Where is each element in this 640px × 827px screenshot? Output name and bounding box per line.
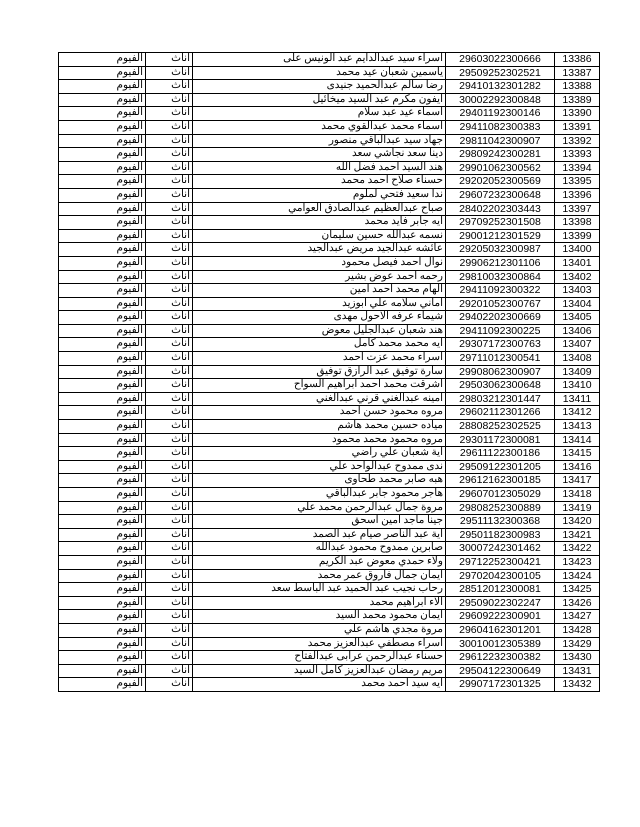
serial-number-cell: 13409 bbox=[555, 365, 600, 379]
gender-cell: اناث bbox=[146, 188, 193, 202]
national-id-cell: 29709252301508 bbox=[446, 216, 555, 230]
table-row bbox=[59, 583, 600, 597]
name-cell: امينه عبدالغني قرني عبدالغني bbox=[193, 392, 446, 406]
table-row bbox=[59, 175, 600, 189]
national-id-cell: 29811042300907 bbox=[446, 134, 555, 148]
gender-cell: اناث bbox=[146, 583, 193, 597]
table-row bbox=[59, 474, 600, 488]
name-cell: رحمه احمد عوض بشير bbox=[193, 270, 446, 284]
records-table bbox=[58, 52, 600, 692]
national-id-cell: 30010012305389 bbox=[446, 637, 555, 651]
table-row bbox=[59, 284, 600, 298]
governorate-cell: الفيوم bbox=[59, 120, 146, 134]
gender-cell: اناث bbox=[146, 460, 193, 474]
table-row bbox=[59, 651, 600, 665]
gender-cell: اناث bbox=[146, 270, 193, 284]
governorate-cell: الفيوم bbox=[59, 93, 146, 107]
table-row bbox=[59, 488, 600, 502]
serial-number-cell: 13432 bbox=[555, 678, 600, 692]
table-row bbox=[59, 623, 600, 637]
gender-cell: اناث bbox=[146, 202, 193, 216]
governorate-cell: الفيوم bbox=[59, 651, 146, 665]
gender-cell: اناث bbox=[146, 324, 193, 338]
name-cell: الاء ابراهيم محمد bbox=[193, 596, 446, 610]
governorate-cell: الفيوم bbox=[59, 379, 146, 393]
table-row bbox=[59, 243, 600, 257]
serial-number-cell: 13426 bbox=[555, 596, 600, 610]
table-row bbox=[59, 406, 600, 420]
governorate-cell: الفيوم bbox=[59, 637, 146, 651]
national-id-cell: 29603022300666 bbox=[446, 53, 555, 67]
name-cell: ايه محمد محمد كامل bbox=[193, 338, 446, 352]
governorate-cell: الفيوم bbox=[59, 338, 146, 352]
table-row bbox=[59, 392, 600, 406]
gender-cell: اناث bbox=[146, 651, 193, 665]
governorate-cell: الفيوم bbox=[59, 53, 146, 67]
national-id-cell: 29901062300562 bbox=[446, 161, 555, 175]
serial-number-cell: 13421 bbox=[555, 528, 600, 542]
national-id-cell: 29205032300987 bbox=[446, 243, 555, 257]
name-cell: شيماء عرفه الاحول مهدى bbox=[193, 311, 446, 325]
gender-cell: اناث bbox=[146, 664, 193, 678]
governorate-cell: الفيوم bbox=[59, 365, 146, 379]
national-id-cell: 29001212301529 bbox=[446, 229, 555, 243]
table-row bbox=[59, 637, 600, 651]
serial-number-cell: 13402 bbox=[555, 270, 600, 284]
table-row bbox=[59, 216, 600, 230]
name-cell: حسناء عبدالرحمن عرابى عبدالفتاح bbox=[193, 651, 446, 665]
gender-cell: اناث bbox=[146, 528, 193, 542]
table-row bbox=[59, 569, 600, 583]
gender-cell: اناث bbox=[146, 501, 193, 515]
table-row bbox=[59, 460, 600, 474]
governorate-cell: الفيوم bbox=[59, 447, 146, 461]
national-id-cell: 29809242300281 bbox=[446, 148, 555, 162]
name-cell: هاجر محمود جابر عبدالباقي bbox=[193, 488, 446, 502]
national-id-cell: 28402202303443 bbox=[446, 202, 555, 216]
gender-cell: اناث bbox=[146, 148, 193, 162]
governorate-cell: الفيوم bbox=[59, 107, 146, 121]
table-row bbox=[59, 311, 600, 325]
national-id-cell: 29501182300983 bbox=[446, 528, 555, 542]
national-id-cell: 29410132301282 bbox=[446, 80, 555, 94]
name-cell: اسماء محمد عبدالقوي محمد bbox=[193, 120, 446, 134]
serial-number-cell: 13428 bbox=[555, 623, 600, 637]
name-cell: اشرقت محمد احمد ابراهيم السواح bbox=[193, 379, 446, 393]
serial-number-cell: 13429 bbox=[555, 637, 600, 651]
gender-cell: اناث bbox=[146, 297, 193, 311]
table-row bbox=[59, 134, 600, 148]
name-cell: مياده حسين محمد هاشم bbox=[193, 420, 446, 434]
gender-cell: اناث bbox=[146, 488, 193, 502]
serial-number-cell: 13424 bbox=[555, 569, 600, 583]
table-row bbox=[59, 528, 600, 542]
table-row bbox=[59, 229, 600, 243]
serial-number-cell: 13406 bbox=[555, 324, 600, 338]
serial-number-cell: 13389 bbox=[555, 93, 600, 107]
gender-cell: اناث bbox=[146, 338, 193, 352]
document-page bbox=[58, 52, 592, 692]
gender-cell: اناث bbox=[146, 93, 193, 107]
serial-number-cell: 13413 bbox=[555, 420, 600, 434]
governorate-cell: الفيوم bbox=[59, 216, 146, 230]
national-id-cell: 29402202300669 bbox=[446, 311, 555, 325]
table-row bbox=[59, 161, 600, 175]
records-table-body bbox=[59, 53, 600, 692]
gender-cell: اناث bbox=[146, 623, 193, 637]
national-id-cell: 29511132300368 bbox=[446, 515, 555, 529]
serial-number-cell: 13414 bbox=[555, 433, 600, 447]
table-row bbox=[59, 270, 600, 284]
name-cell: ندى ممدوح عبدالواحد علي bbox=[193, 460, 446, 474]
governorate-cell: الفيوم bbox=[59, 392, 146, 406]
governorate-cell: الفيوم bbox=[59, 256, 146, 270]
national-id-cell: 30007242301462 bbox=[446, 542, 555, 556]
governorate-cell: الفيوم bbox=[59, 583, 146, 597]
table-row bbox=[59, 66, 600, 80]
governorate-cell: الفيوم bbox=[59, 515, 146, 529]
table-row bbox=[59, 678, 600, 692]
table-row bbox=[59, 610, 600, 624]
national-id-cell: 29607232300648 bbox=[446, 188, 555, 202]
serial-number-cell: 13403 bbox=[555, 284, 600, 298]
name-cell: اية عبد الناصر صيام عبد الصمد bbox=[193, 528, 446, 542]
name-cell: مروه محمود حسن احمد bbox=[193, 406, 446, 420]
governorate-cell: الفيوم bbox=[59, 420, 146, 434]
gender-cell: اناث bbox=[146, 284, 193, 298]
gender-cell: اناث bbox=[146, 53, 193, 67]
gender-cell: اناث bbox=[146, 80, 193, 94]
governorate-cell: الفيوم bbox=[59, 610, 146, 624]
governorate-cell: الفيوم bbox=[59, 270, 146, 284]
table-row bbox=[59, 501, 600, 515]
table-row bbox=[59, 379, 600, 393]
serial-number-cell: 13408 bbox=[555, 352, 600, 366]
governorate-cell: الفيوم bbox=[59, 188, 146, 202]
name-cell: دينا سعد نجاشي سعد bbox=[193, 148, 446, 162]
name-cell: ولاء حمدي معوض عبد الكريم bbox=[193, 555, 446, 569]
name-cell: الهام محمد احمد امين bbox=[193, 284, 446, 298]
table-row bbox=[59, 188, 600, 202]
table-row bbox=[59, 93, 600, 107]
serial-number-cell: 13388 bbox=[555, 80, 600, 94]
gender-cell: اناث bbox=[146, 352, 193, 366]
governorate-cell: الفيوم bbox=[59, 66, 146, 80]
governorate-cell: الفيوم bbox=[59, 623, 146, 637]
serial-number-cell: 13393 bbox=[555, 148, 600, 162]
gender-cell: اناث bbox=[146, 66, 193, 80]
name-cell: اماني سلامه علي ابوزيد bbox=[193, 297, 446, 311]
governorate-cell: الفيوم bbox=[59, 542, 146, 556]
serial-number-cell: 13391 bbox=[555, 120, 600, 134]
serial-number-cell: 13399 bbox=[555, 229, 600, 243]
serial-number-cell: 13398 bbox=[555, 216, 600, 230]
national-id-cell: 29411092300225 bbox=[446, 324, 555, 338]
table-row bbox=[59, 447, 600, 461]
national-id-cell: 29401192300146 bbox=[446, 107, 555, 121]
governorate-cell: الفيوم bbox=[59, 555, 146, 569]
governorate-cell: الفيوم bbox=[59, 284, 146, 298]
gender-cell: اناث bbox=[146, 120, 193, 134]
national-id-cell: 29509122301205 bbox=[446, 460, 555, 474]
serial-number-cell: 13418 bbox=[555, 488, 600, 502]
name-cell: نوال احمد فيصل محمود bbox=[193, 256, 446, 270]
gender-cell: اناث bbox=[146, 107, 193, 121]
governorate-cell: الفيوم bbox=[59, 297, 146, 311]
gender-cell: اناث bbox=[146, 596, 193, 610]
name-cell: ايمان جمال فاروق عمر محمد bbox=[193, 569, 446, 583]
national-id-cell: 29808252300889 bbox=[446, 501, 555, 515]
national-id-cell: 29612162300185 bbox=[446, 474, 555, 488]
national-id-cell: 29612232300382 bbox=[446, 651, 555, 665]
name-cell: صباح عبدالعظيم عبدالصادق العوامي bbox=[193, 202, 446, 216]
gender-cell: اناث bbox=[146, 555, 193, 569]
national-id-cell: 29908062300907 bbox=[446, 365, 555, 379]
serial-number-cell: 13387 bbox=[555, 66, 600, 80]
gender-cell: اناث bbox=[146, 175, 193, 189]
national-id-cell: 29711012300541 bbox=[446, 352, 555, 366]
national-id-cell: 29411092300322 bbox=[446, 284, 555, 298]
governorate-cell: الفيوم bbox=[59, 488, 146, 502]
name-cell: هبه صابر محمد طحاوى bbox=[193, 474, 446, 488]
serial-number-cell: 13386 bbox=[555, 53, 600, 67]
gender-cell: اناث bbox=[146, 542, 193, 556]
name-cell: رحاب نجيب عبد الحميد عبد الباسط سعد bbox=[193, 583, 446, 597]
serial-number-cell: 13394 bbox=[555, 161, 600, 175]
serial-number-cell: 13431 bbox=[555, 664, 600, 678]
national-id-cell: 29906212301106 bbox=[446, 256, 555, 270]
name-cell: ايه جابر فايد محمد bbox=[193, 216, 446, 230]
table-row bbox=[59, 420, 600, 434]
name-cell: هند شعبان عبدالجليل معوض bbox=[193, 324, 446, 338]
national-id-cell: 29611122300186 bbox=[446, 447, 555, 461]
governorate-cell: الفيوم bbox=[59, 161, 146, 175]
gender-cell: اناث bbox=[146, 678, 193, 692]
national-id-cell: 29411082300383 bbox=[446, 120, 555, 134]
gender-cell: اناث bbox=[146, 610, 193, 624]
gender-cell: اناث bbox=[146, 243, 193, 257]
name-cell: صابرين ممدوح محمود عبدالله bbox=[193, 542, 446, 556]
name-cell: مريم رمضان عبدالعزيز كامل السيد bbox=[193, 664, 446, 678]
governorate-cell: الفيوم bbox=[59, 501, 146, 515]
table-row bbox=[59, 53, 600, 67]
serial-number-cell: 13397 bbox=[555, 202, 600, 216]
name-cell: عائشه عبدالجيد مريض عبدالجيد bbox=[193, 243, 446, 257]
serial-number-cell: 13390 bbox=[555, 107, 600, 121]
national-id-cell: 29509022302247 bbox=[446, 596, 555, 610]
table-row bbox=[59, 202, 600, 216]
table-row bbox=[59, 338, 600, 352]
table-row bbox=[59, 256, 600, 270]
serial-number-cell: 13396 bbox=[555, 188, 600, 202]
table-row bbox=[59, 542, 600, 556]
national-id-cell: 29503062300648 bbox=[446, 379, 555, 393]
serial-number-cell: 13427 bbox=[555, 610, 600, 624]
name-cell: هند السيد احمد فضل الله bbox=[193, 161, 446, 175]
serial-number-cell: 13415 bbox=[555, 447, 600, 461]
gender-cell: اناث bbox=[146, 637, 193, 651]
table-row bbox=[59, 148, 600, 162]
governorate-cell: الفيوم bbox=[59, 243, 146, 257]
governorate-cell: الفيوم bbox=[59, 134, 146, 148]
name-cell: اسماء عيد عبد سلام bbox=[193, 107, 446, 121]
serial-number-cell: 13405 bbox=[555, 311, 600, 325]
governorate-cell: الفيوم bbox=[59, 433, 146, 447]
governorate-cell: الفيوم bbox=[59, 202, 146, 216]
name-cell: ياسمين شعبان عيد محمد bbox=[193, 66, 446, 80]
gender-cell: اناث bbox=[146, 379, 193, 393]
gender-cell: اناث bbox=[146, 311, 193, 325]
name-cell: مروه محمود محمد محمود bbox=[193, 433, 446, 447]
table-row bbox=[59, 352, 600, 366]
governorate-cell: الفيوم bbox=[59, 460, 146, 474]
name-cell: ايمان محمود محمد السيد bbox=[193, 610, 446, 624]
name-cell: اية شعبان علي راضي bbox=[193, 447, 446, 461]
gender-cell: اناث bbox=[146, 229, 193, 243]
serial-number-cell: 13407 bbox=[555, 338, 600, 352]
serial-number-cell: 13423 bbox=[555, 555, 600, 569]
governorate-cell: الفيوم bbox=[59, 678, 146, 692]
gender-cell: اناث bbox=[146, 216, 193, 230]
national-id-cell: 28512012300081 bbox=[446, 583, 555, 597]
serial-number-cell: 13422 bbox=[555, 542, 600, 556]
national-id-cell: 29810032300864 bbox=[446, 270, 555, 284]
serial-number-cell: 13412 bbox=[555, 406, 600, 420]
national-id-cell: 29307172300763 bbox=[446, 338, 555, 352]
serial-number-cell: 13417 bbox=[555, 474, 600, 488]
governorate-cell: الفيوم bbox=[59, 664, 146, 678]
serial-number-cell: 13416 bbox=[555, 460, 600, 474]
national-id-cell: 29509252302521 bbox=[446, 66, 555, 80]
governorate-cell: الفيوم bbox=[59, 80, 146, 94]
national-id-cell: 29907172301325 bbox=[446, 678, 555, 692]
governorate-cell: الفيوم bbox=[59, 474, 146, 488]
governorate-cell: الفيوم bbox=[59, 324, 146, 338]
gender-cell: اناث bbox=[146, 161, 193, 175]
governorate-cell: الفيوم bbox=[59, 175, 146, 189]
table-row bbox=[59, 664, 600, 678]
name-cell: سارة توفيق عبد الرازق توفيق bbox=[193, 365, 446, 379]
governorate-cell: الفيوم bbox=[59, 528, 146, 542]
serial-number-cell: 13425 bbox=[555, 583, 600, 597]
serial-number-cell: 13392 bbox=[555, 134, 600, 148]
serial-number-cell: 13419 bbox=[555, 501, 600, 515]
name-cell: ندا سعيد فتحي لملوم bbox=[193, 188, 446, 202]
gender-cell: اناث bbox=[146, 569, 193, 583]
name-cell: نسمه عبدالله حسين سليمان bbox=[193, 229, 446, 243]
name-cell: مروة جمال عبدالرحمن محمد علي bbox=[193, 501, 446, 515]
national-id-cell: 29201052300767 bbox=[446, 297, 555, 311]
table-row bbox=[59, 596, 600, 610]
name-cell: ايه سيد احمد محمد bbox=[193, 678, 446, 692]
national-id-cell: 29202052300569 bbox=[446, 175, 555, 189]
table-row bbox=[59, 433, 600, 447]
serial-number-cell: 13404 bbox=[555, 297, 600, 311]
name-cell: اسراء محمد عزت احمد bbox=[193, 352, 446, 366]
governorate-cell: الفيوم bbox=[59, 148, 146, 162]
national-id-cell: 29609222300901 bbox=[446, 610, 555, 624]
table-row bbox=[59, 515, 600, 529]
national-id-cell: 30002292300848 bbox=[446, 93, 555, 107]
table-row bbox=[59, 120, 600, 134]
governorate-cell: الفيوم bbox=[59, 569, 146, 583]
governorate-cell: الفيوم bbox=[59, 229, 146, 243]
serial-number-cell: 13401 bbox=[555, 256, 600, 270]
name-cell: حسناء صلاح احمد محمد bbox=[193, 175, 446, 189]
table-row bbox=[59, 80, 600, 94]
national-id-cell: 29702042300105 bbox=[446, 569, 555, 583]
governorate-cell: الفيوم bbox=[59, 406, 146, 420]
gender-cell: اناث bbox=[146, 392, 193, 406]
serial-number-cell: 13420 bbox=[555, 515, 600, 529]
gender-cell: اناث bbox=[146, 256, 193, 270]
name-cell: اسراء سيد عبدالدايم عبد الونيس على bbox=[193, 53, 446, 67]
serial-number-cell: 13430 bbox=[555, 651, 600, 665]
national-id-cell: 29604162301201 bbox=[446, 623, 555, 637]
serial-number-cell: 13411 bbox=[555, 392, 600, 406]
governorate-cell: الفيوم bbox=[59, 596, 146, 610]
serial-number-cell: 13395 bbox=[555, 175, 600, 189]
name-cell: رضا سالم عبدالحميد جنيدى bbox=[193, 80, 446, 94]
gender-cell: اناث bbox=[146, 433, 193, 447]
name-cell: جينا ماجد امين اسحق bbox=[193, 515, 446, 529]
national-id-cell: 29712252300421 bbox=[446, 555, 555, 569]
name-cell: جهاد سيد عبدالباقي منصور bbox=[193, 134, 446, 148]
gender-cell: اناث bbox=[146, 420, 193, 434]
national-id-cell: 28808252302525 bbox=[446, 420, 555, 434]
national-id-cell: 29803212301447 bbox=[446, 392, 555, 406]
name-cell: اسراء مصطفي عبدالعزيز محمد bbox=[193, 637, 446, 651]
name-cell: ايفون مكرم عبد السيد ميخائيل bbox=[193, 93, 446, 107]
gender-cell: اناث bbox=[146, 447, 193, 461]
gender-cell: اناث bbox=[146, 474, 193, 488]
governorate-cell: الفيوم bbox=[59, 352, 146, 366]
serial-number-cell: 13410 bbox=[555, 379, 600, 393]
gender-cell: اناث bbox=[146, 515, 193, 529]
name-cell: مروة مجدي هاشم علي bbox=[193, 623, 446, 637]
national-id-cell: 29607012305029 bbox=[446, 488, 555, 502]
national-id-cell: 29504122300649 bbox=[446, 664, 555, 678]
gender-cell: اناث bbox=[146, 406, 193, 420]
table-row bbox=[59, 365, 600, 379]
governorate-cell: الفيوم bbox=[59, 311, 146, 325]
table-row bbox=[59, 297, 600, 311]
gender-cell: اناث bbox=[146, 365, 193, 379]
gender-cell: اناث bbox=[146, 134, 193, 148]
national-id-cell: 29602112301266 bbox=[446, 406, 555, 420]
table-row bbox=[59, 324, 600, 338]
serial-number-cell: 13400 bbox=[555, 243, 600, 257]
table-row bbox=[59, 107, 600, 121]
table-row bbox=[59, 555, 600, 569]
national-id-cell: 29301172300081 bbox=[446, 433, 555, 447]
